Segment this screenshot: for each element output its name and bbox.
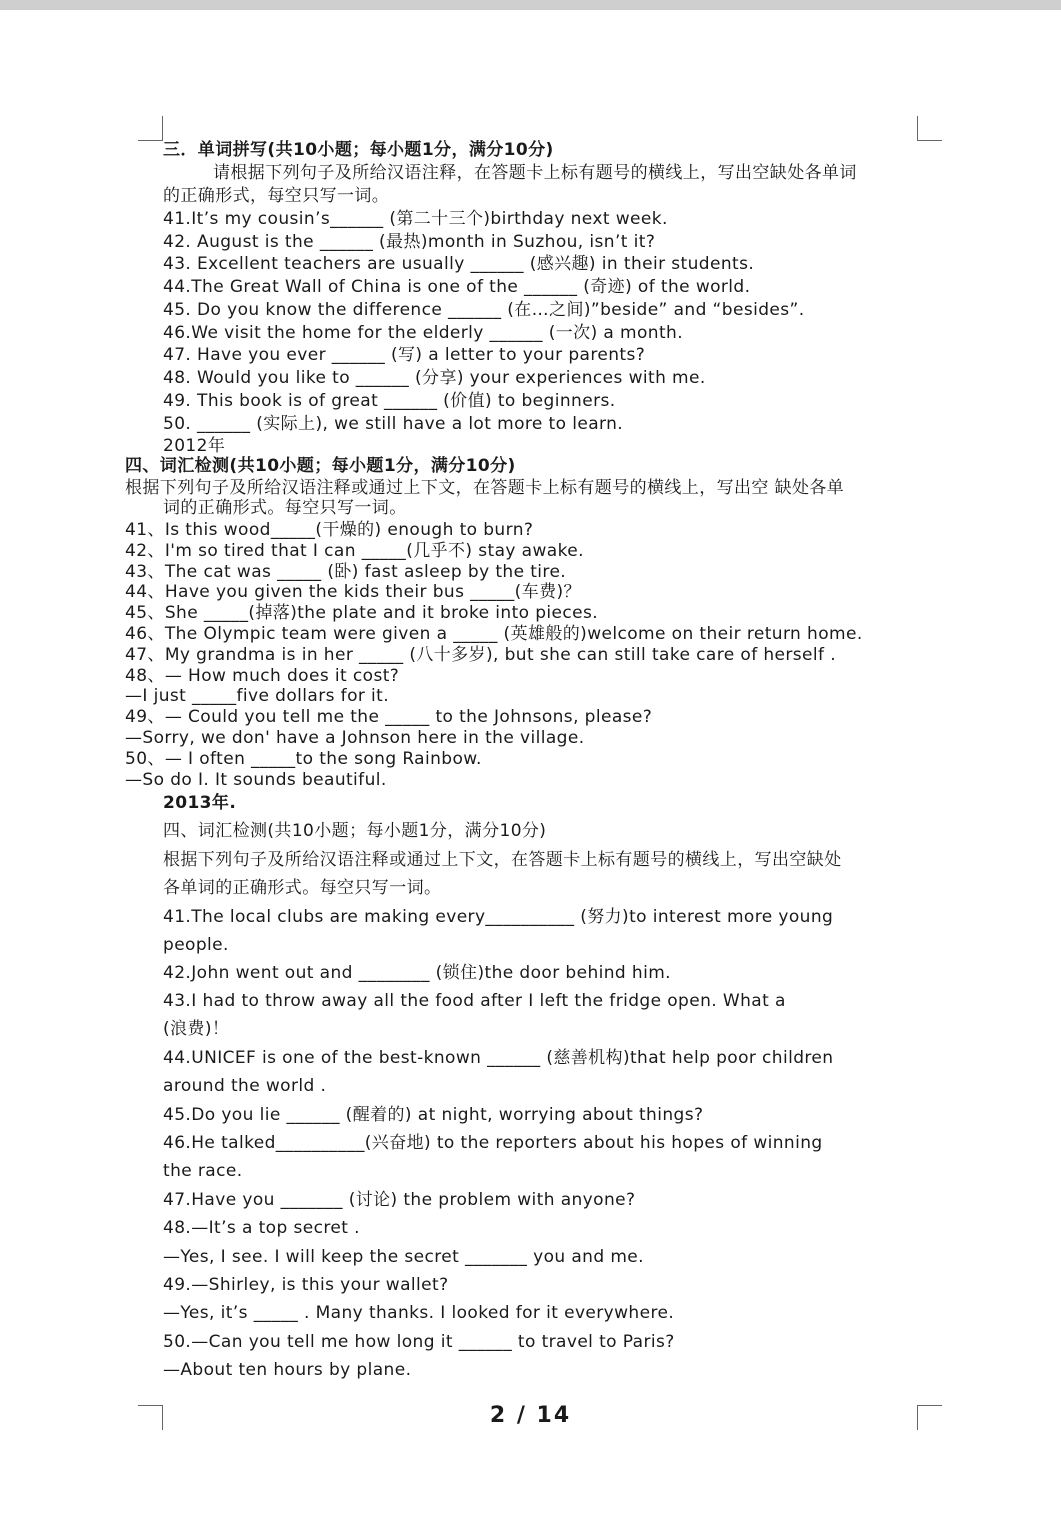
question-item: —I just _____five dollars for it.: [125, 686, 390, 706]
question-item: 43.I had to throw away all the food after I left the fridge open. What a: [163, 991, 786, 1011]
question-item: 45. Do you know the difference ______ (在…之间)”beside” and “besides”.: [163, 300, 805, 320]
question-item: 49.—Shirley, is this your wallet?: [163, 1275, 449, 1295]
crop-mark-top-left: [138, 116, 163, 141]
question-item: 50.—Can you tell me how long it ______ to travel to Paris?: [163, 1332, 675, 1352]
document-page: [0, 10, 1061, 1534]
question-item: 44.UNICEF is one of the best-known ______ (慈善机构)that help poor children: [163, 1048, 834, 1068]
question-item: 47. Have you ever ______ (写) a letter to your parents?: [163, 345, 646, 365]
question-item: the race.: [163, 1161, 243, 1181]
question-item: 41.The local clubs are making every__________ (努力)to interest more young: [163, 907, 834, 927]
section-heading-vocab-2012: 四、词汇检测(共10小题；每小题1分，满分10分): [125, 456, 516, 476]
question-item: 46.He talked__________(兴奋地) to the reporters about his hopes of winning: [163, 1133, 823, 1153]
question-item: 49. This book is of great ______ (价值) to beginners.: [163, 391, 616, 411]
question-item: —Yes, it’s _____ . Many thanks. I looked for it everywhere.: [163, 1303, 675, 1323]
instruction-line: 各单词的正确形式。每空只写一词。: [163, 878, 442, 898]
question-item: —About ten hours by plane.: [163, 1360, 412, 1380]
question-item: 44.The Great Wall of China is one of the ______ (奇迹) of the world.: [163, 277, 751, 297]
question-item: 45.Do you lie ______ (醒着的) at night, worrying about things?: [163, 1105, 704, 1125]
instruction-line: 的正确形式，每空只写一词。: [163, 186, 390, 206]
question-item: 41、Is this wood_____(干燥的) enough to burn?: [125, 520, 534, 540]
question-item: 48. Would you like to ______ (分享) your experiences with me.: [163, 368, 706, 388]
question-item: 46、The Olympic team were given a _____ (英雄般的)welcome on their return home.: [125, 624, 863, 644]
question-item: 48、— How much does it cost?: [125, 666, 400, 686]
question-item: 46.We visit the home for the elderly ______ (一次) a month.: [163, 323, 684, 343]
question-item: 49、— Could you tell me the _____ to the Johnsons, please?: [125, 707, 653, 727]
question-item: 47.Have you _______ (讨论) the problem with anyone?: [163, 1190, 636, 1210]
question-item: 43、The cat was _____ (卧) fast asleep by the tire.: [125, 562, 567, 582]
question-item: 50. ______ (实际上), we still have a lot more to learn.: [163, 414, 624, 434]
question-item: 48.—It’s a top secret .: [163, 1218, 360, 1238]
question-item: around the world .: [163, 1076, 327, 1096]
question-item: 50、— I often _____to the song Rainbow.: [125, 749, 482, 769]
question-item: —Sorry, we don' have a Johnson here in the village.: [125, 728, 585, 748]
question-item: 43. Excellent teachers are usually ______ (感兴趣) in their students.: [163, 254, 755, 274]
instruction-line: 词的正确形式。每空只写一词。: [163, 498, 407, 518]
section-heading-spelling: 三．单词拼写(共10小题；每小题1分，满分10分): [163, 140, 554, 160]
question-item: 44、Have you given the kids their bus _____(车费)？: [125, 582, 581, 602]
crop-mark-top-right: [917, 116, 942, 141]
question-item: people.: [163, 935, 229, 955]
year-label-2012: 2012年: [163, 436, 226, 456]
question-item: 42.John went out and ________ (锁住)the door behind him.: [163, 963, 671, 983]
instruction-line: 根据下列句子及所给汉语注释或通过上下文，在答题卡上标有题号的横线上，写出空缺处: [163, 850, 842, 870]
year-label-2013: 2013年.: [163, 793, 237, 813]
instruction-line: 请根据下列句子及所给汉语注释，在答题卡上标有题号的横线上，写出空缺处各单词: [213, 163, 857, 183]
question-item: —So do I. It sounds beautiful.: [125, 770, 387, 790]
question-item: —Yes, I see. I will keep the secret _______ you and me.: [163, 1247, 644, 1267]
section-heading-vocab-2013: 四、词汇检测(共10小题；每小题1分，满分10分): [163, 821, 547, 841]
viewer-top-bar: [0, 0, 1061, 10]
question-item: 42. August is the ______ (最热)month in Suzhou, isn’t it?: [163, 232, 656, 252]
question-item: 41.It’s my cousin’s______ (第二十三个)birthday next week.: [163, 209, 668, 229]
page-number: 2 / 14: [489, 1403, 572, 1428]
question-item: 45、She _____(掉落)the plate and it broke into pieces.: [125, 603, 599, 623]
question-item: (浪费)！: [163, 1019, 230, 1039]
question-item: 42、I'm so tired that I can _____(几乎不) stay awake.: [125, 541, 584, 561]
instruction-line: 根据下列句子及所给汉语注释或通过上下文，在答题卡上标有题号的横线上，写出空 缺处各单: [125, 478, 845, 498]
question-item: 47、My grandma is in her _____ (八十多岁), but she can still take care of herself .: [125, 645, 837, 665]
